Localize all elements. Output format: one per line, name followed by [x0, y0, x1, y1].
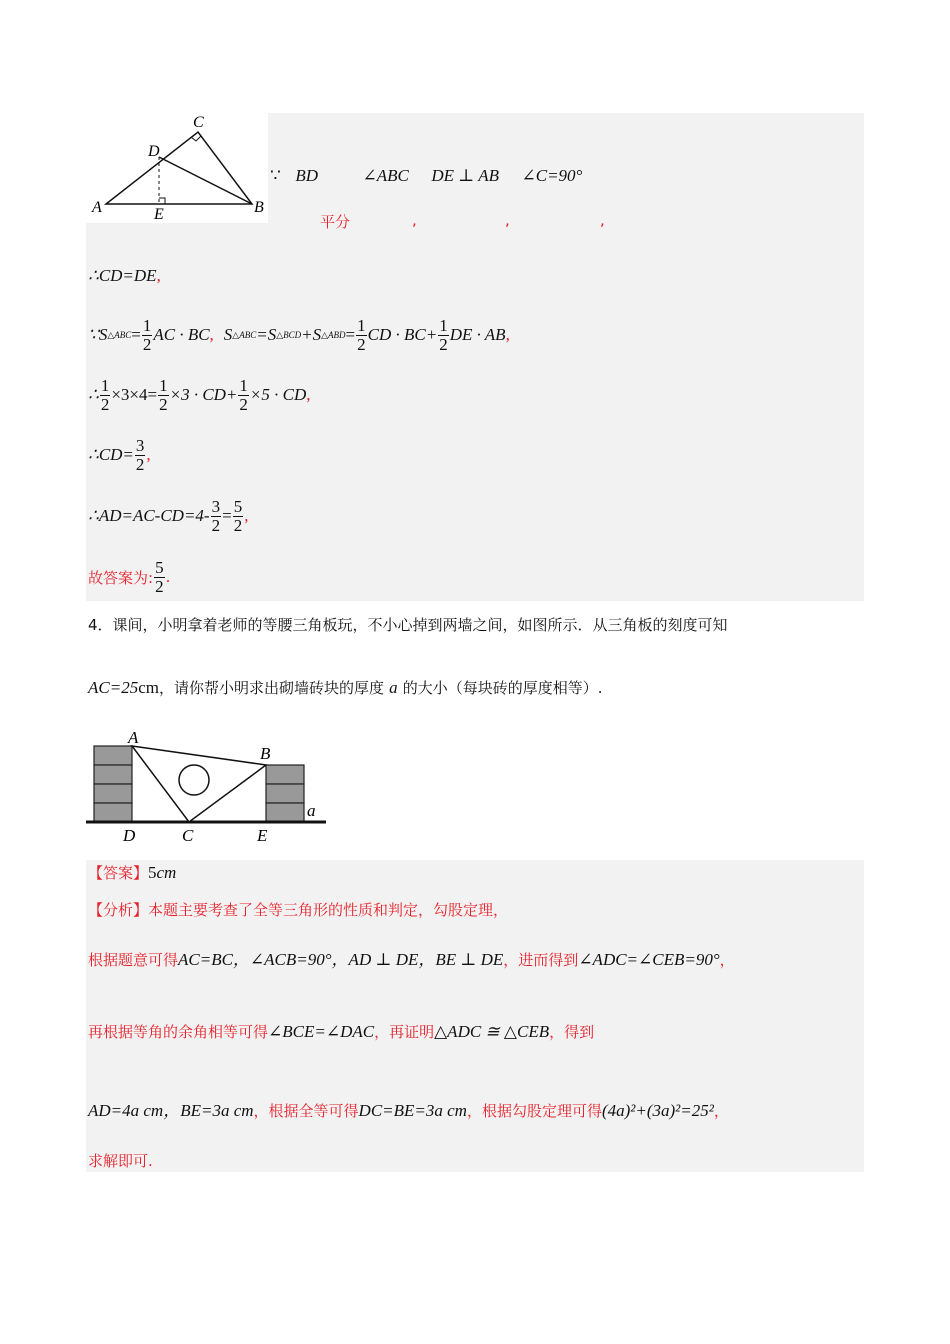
given-comma-1: , — [412, 211, 417, 229]
triangle-figure-1 — [86, 113, 268, 223]
fig2-label-A: A — [128, 728, 139, 747]
analysis-line-6: 求解即可. — [88, 1152, 153, 1170]
label-B: B — [254, 199, 264, 216]
fig2-label-C: C — [182, 826, 194, 845]
analysis-line-4: 再根据等角的余角相等可得∠BCE=∠DAC，再证明△ADC ≅ △CEB，得到 — [88, 1022, 595, 1041]
answer-4: 【答案】5cm — [88, 863, 177, 882]
given-line: ∵ BD ∠ABC DE ⊥ AB ∠C=90° — [270, 166, 583, 185]
given-comma-2: , — [505, 211, 510, 229]
line-area-relation: ∵S △ABC = $\frac{1}{2}$ AC · BC , S △ABC =S △BCD +S △ABD = $\frac{1}{2}$ CD · BC+ $\frac{1}{2}$ DE · AB , — [88, 315, 510, 354]
label-D: D — [148, 143, 160, 160]
question-4-line-2: AC=25cm，请你帮小明求出砌墙砖块的厚度 a 的大小（每块砖的厚度相等）. — [88, 678, 603, 697]
line-cd-value: ∴CD= $\frac{3}{2}$ , — [88, 435, 151, 474]
fig2-label-a: a — [307, 801, 316, 820]
line-calc: ∴ $\frac{1}{2}$ ×3×4= $\frac{1}{2}$ ×3 · CD+ $\frac{1}{2}$ ×5 · CD , — [88, 375, 311, 414]
wall-triangle-figure — [86, 727, 326, 849]
line-cd-eq-de: ∴CD=DE , — [88, 266, 161, 285]
label-A: A — [92, 199, 102, 216]
label-E: E — [154, 206, 164, 223]
analysis-line-3: 根据题意可得AC=BC，∠ACB=90°，AD ⊥ DE，BE ⊥ DE，进而得到∠ADC=∠CEB=90°， — [88, 950, 735, 969]
given-bisect-word: 平分 — [320, 213, 351, 231]
analysis-line-5: AD=4a cm，BE=3a cm，根据全等可得DC=BE=3a cm，根据勾股定理可得(4a)²+(3a)²=25²， — [88, 1101, 729, 1120]
line-ad-value: ∴AD=AC-CD=4- $\frac{3}{2}$ = $\frac{5}{2}$ , — [88, 496, 249, 535]
fig2-label-B: B — [260, 744, 271, 763]
answer-line: 故答案为: $\frac{5}{2}$ . — [88, 557, 171, 596]
fig2-label-E: E — [257, 826, 268, 845]
question-4-line-1: 4．课间，小明拿着老师的等腰三角板玩，不小心掉到两墙之间，如图所示．从三角板的刻度可知 — [88, 616, 728, 634]
label-C: C — [193, 114, 204, 131]
fig2-label-D: D — [123, 826, 136, 845]
given-comma-3: , — [600, 211, 605, 229]
analysis-line: 【分析】本题主要考查了全等三角形的性质和判定，勾股定理， — [88, 901, 509, 919]
